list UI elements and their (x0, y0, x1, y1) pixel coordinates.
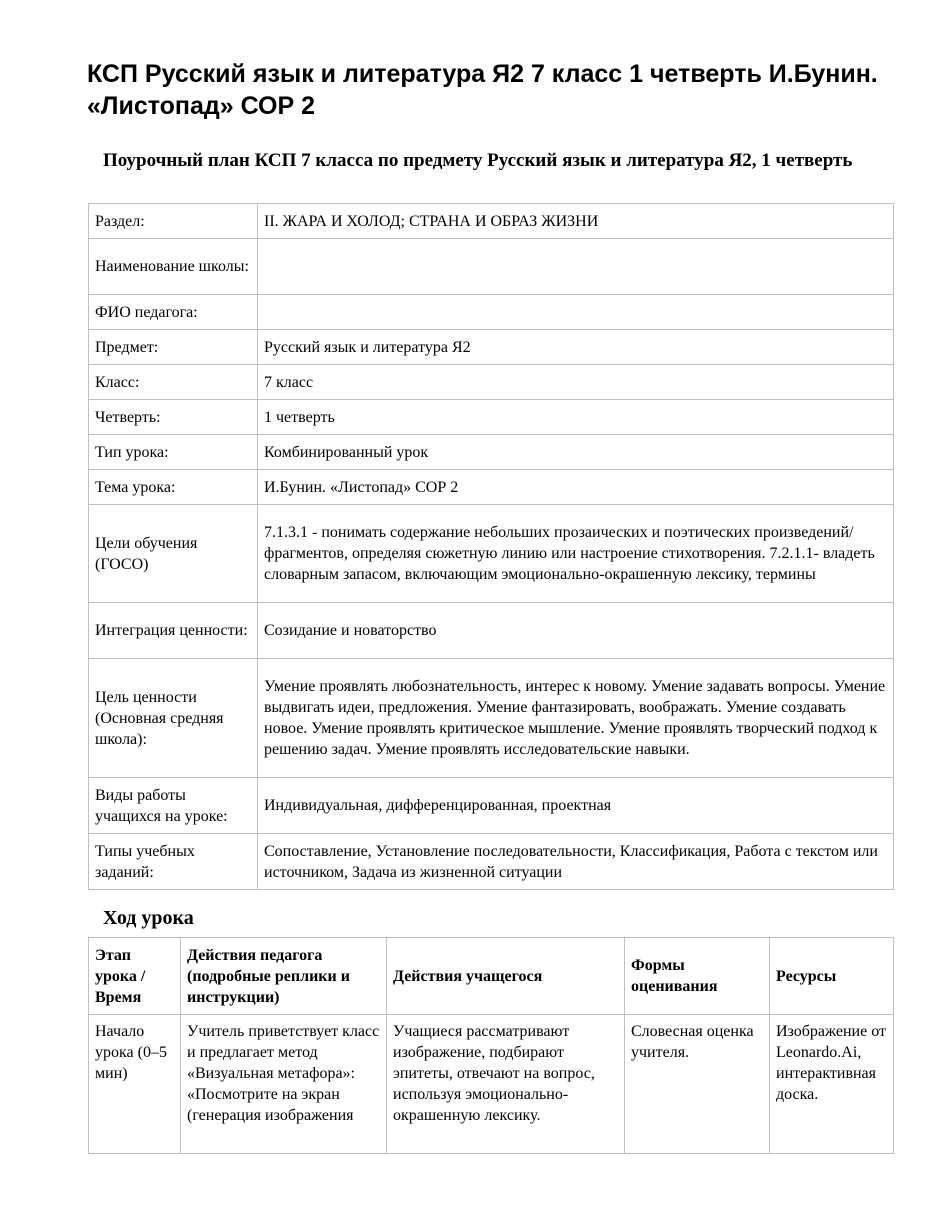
column-header-teacher-actions: Действия педагога (подробные реплики и инструкции) (181, 938, 387, 1015)
lesson-flow-table (88, 937, 894, 1154)
document-title: КСП Русский язык и литература Я2 7 класс 1 четверть И.Бунин. «Листопад» СОР 2 (87, 60, 878, 120)
lesson-stage-cell: Начало урока (0–5 мин) (89, 1015, 181, 1154)
lesson-section-title: Ход урока (103, 907, 194, 929)
student-actions-cell: Учащиеся рассматривают изображение, подбирают эпитеты, отвечают на вопрос, используя эмоционально-окрашенную лексику. (387, 1015, 625, 1154)
info-row (89, 603, 894, 659)
info-label: Предмет: (89, 330, 258, 365)
info-label: Цель ценности (Основная средняя школа): (89, 659, 258, 778)
info-label: Тип урока: (89, 435, 258, 470)
info-value: Русский язык и литература Я2 (258, 330, 894, 365)
info-value: Комбинированный урок (258, 435, 894, 470)
info-value: II. ЖАРА И ХОЛОД; СТРАНА И ОБРАЗ ЖИЗНИ (258, 204, 894, 239)
info-value: 7 класс (258, 365, 894, 400)
info-row (89, 239, 894, 295)
info-value (258, 295, 894, 330)
info-row (89, 778, 894, 834)
info-row (89, 204, 894, 239)
column-header-student-actions: Действия учащегося (387, 938, 625, 1015)
info-row (89, 295, 894, 330)
info-label: Наименование школы: (89, 239, 258, 295)
column-header-resources: Ресурсы (770, 938, 894, 1015)
info-value (258, 239, 894, 295)
info-label: Класс: (89, 365, 258, 400)
info-label: Раздел: (89, 204, 258, 239)
info-row (89, 470, 894, 505)
info-value: Индивидуальная, дифференцированная, проектная (258, 778, 894, 834)
resources-cell: Изображение от Leonardo.Ai, интерактивная доска. (770, 1015, 894, 1154)
info-value: 7.1.3.1 - понимать содержание небольших прозаических и поэтических произведений/ фрагментов, определяя сюжетную линию или настроение стихотворения. 7.2.1.1- владеть словарным запасом, включающим эмоционально-окрашенную лексику, термины (258, 505, 894, 603)
info-row (89, 330, 894, 365)
info-value: И.Бунин. «Листопад» СОР 2 (258, 470, 894, 505)
info-value: Созидание и новаторство (258, 603, 894, 659)
info-row (89, 435, 894, 470)
lesson-header-row (89, 938, 894, 1015)
info-row (89, 505, 894, 603)
info-row (89, 659, 894, 778)
info-label: Тема урока: (89, 470, 258, 505)
column-header-stage: Этап урока / Время (89, 938, 181, 1015)
info-label: Типы учебных заданий: (89, 834, 258, 890)
info-label: ФИО педагога: (89, 295, 258, 330)
table-row (89, 1015, 894, 1154)
info-label: Интеграция ценности: (89, 603, 258, 659)
info-value: Сопоставление, Установление последовательности, Классификация, Работа с текстом или источником, Задача из жизненной ситуации (258, 834, 894, 890)
lesson-info-table (88, 203, 894, 890)
info-value: 1 четверть (258, 400, 894, 435)
plan-subtitle: Поурочный план КСП 7 класса по предмету Русский язык и литература Я2, 1 четверть (103, 150, 853, 171)
info-label: Виды работы учащихся на уроке: (89, 778, 258, 834)
info-row (89, 400, 894, 435)
teacher-actions-cell: Учитель приветствует класс и предлагает метод «Визуальная метафора»: «Посмотрите на экран (генерация изображения (181, 1015, 387, 1154)
assessment-cell: Словесная оценка учителя. (625, 1015, 770, 1154)
info-label: Четверть: (89, 400, 258, 435)
info-row (89, 834, 894, 890)
column-header-assessment: Формы оценивания (625, 938, 770, 1015)
info-value: Умение проявлять любознательность, интерес к новому. Умение задавать вопросы. Умение выдвигать идеи, предложения. Умение фантазировать, воображать. Умение создавать новое. Умение проявлять критическое мышление. Умение проявлять творческий подход к решению задач. Умение проявлять исследовательские навыки. (258, 659, 894, 778)
info-label: Цели обучения (ГОСО) (89, 505, 258, 603)
info-row (89, 365, 894, 400)
